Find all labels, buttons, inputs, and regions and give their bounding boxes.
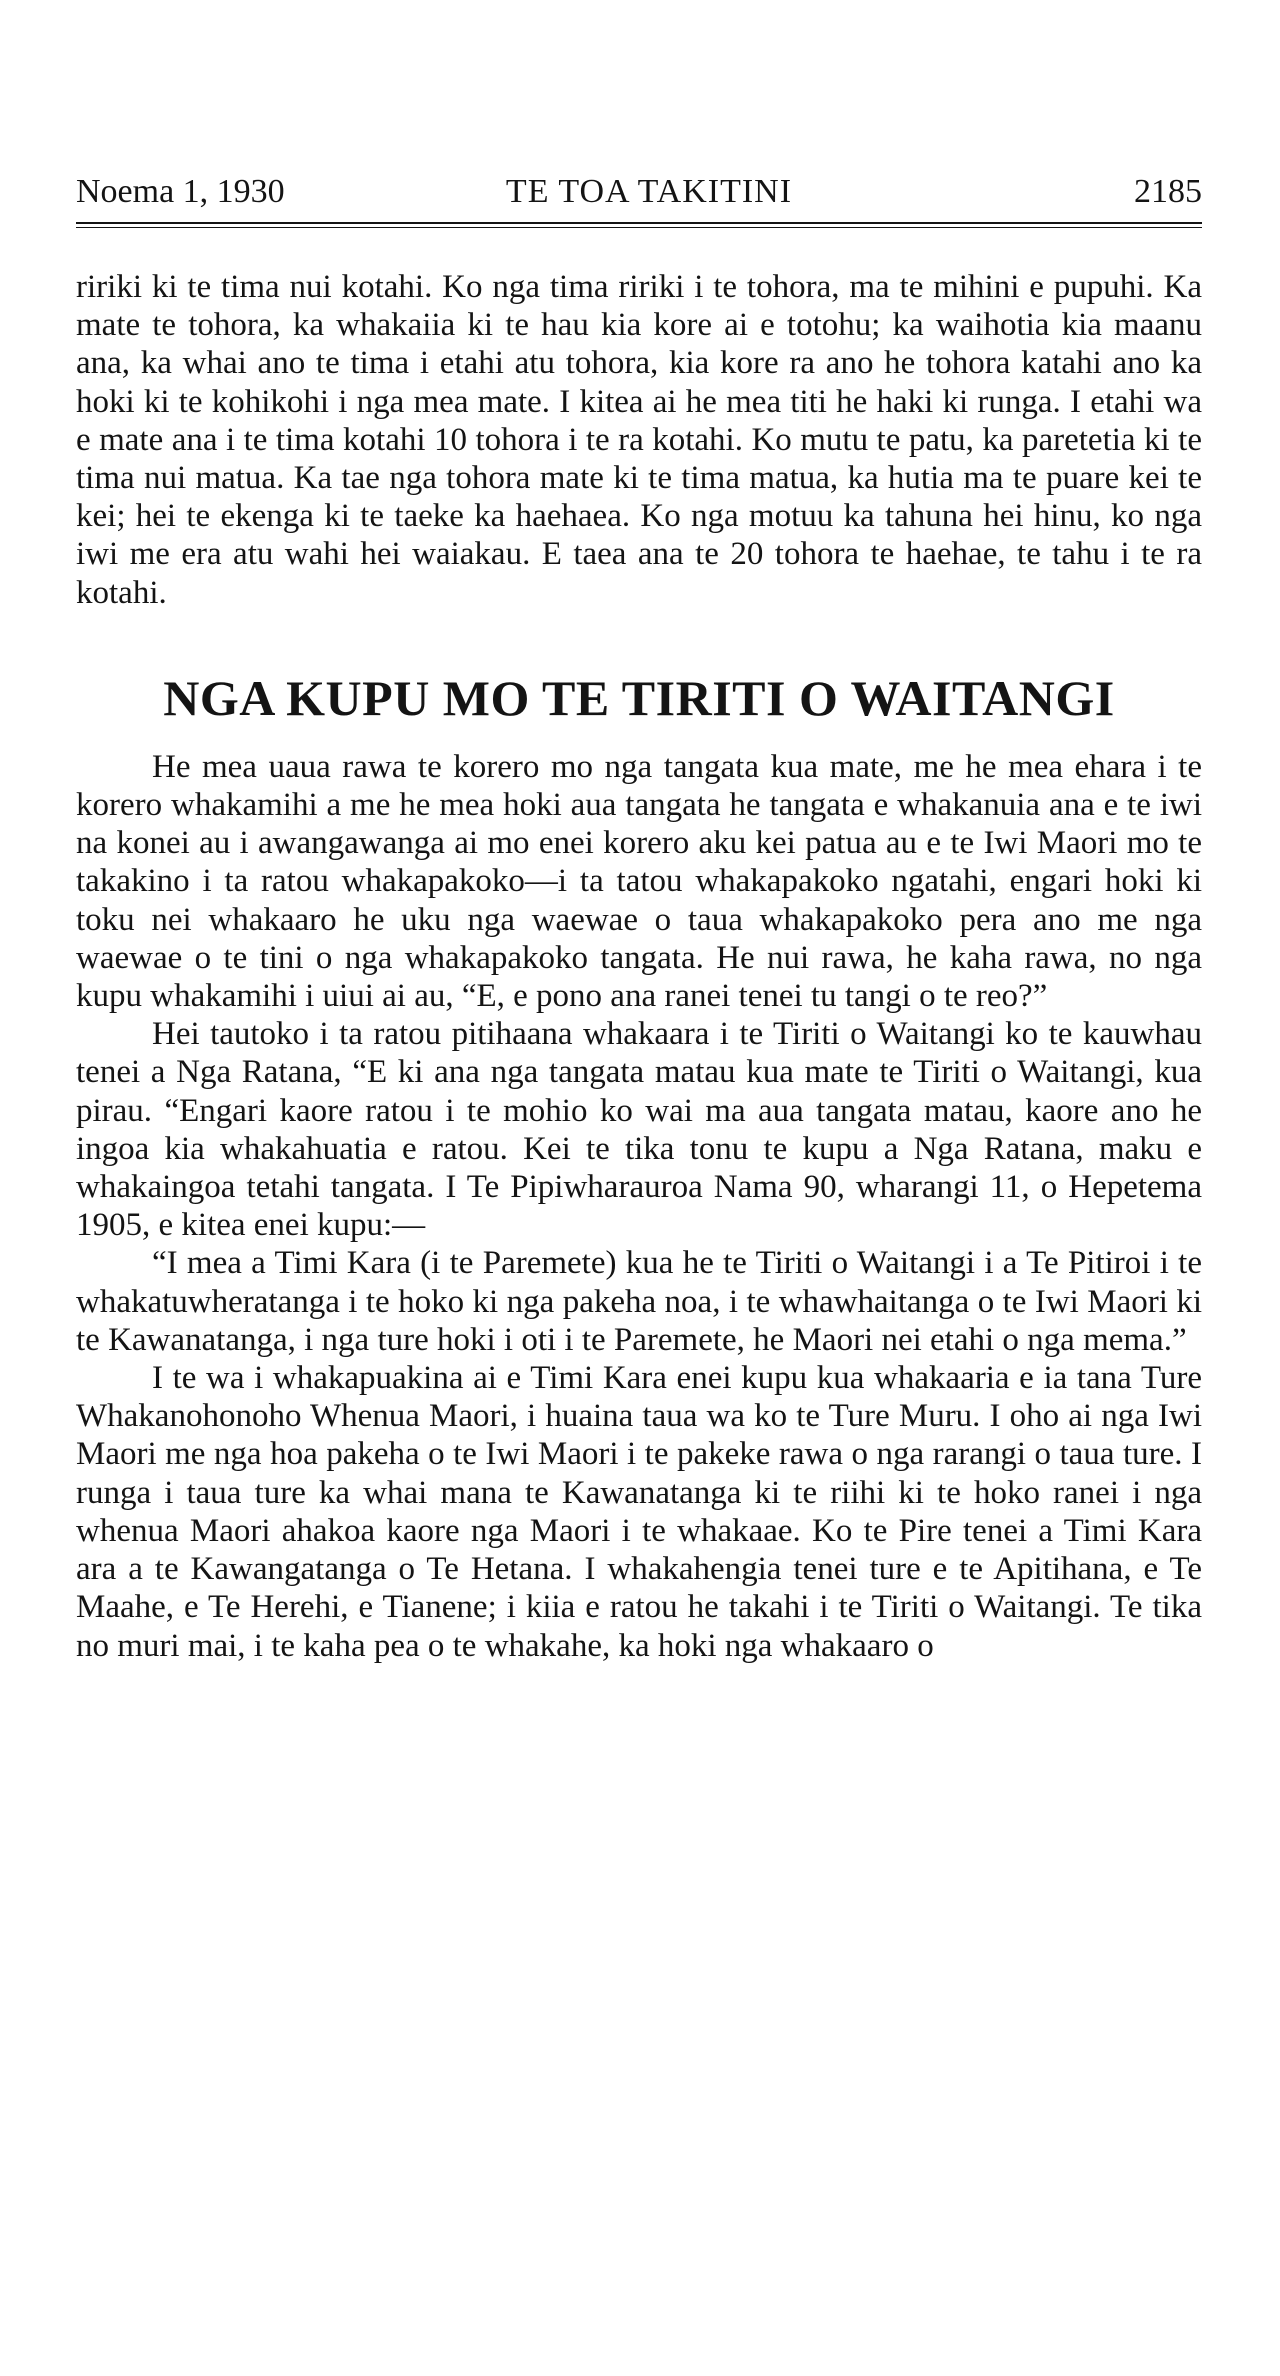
- header-rule: [76, 222, 1202, 228]
- paragraph: He mea uaua rawa te korero mo nga tangata kua mate, me he mea ehara i te korero whakamihi a me he mea hoki aua tangata he tangata e whakanuia ana e te iwi na konei au i awangawanga ai mo enei korero aku kei patua au e te Iwi Maori mo te takakino i ta ratou whakapakoko—i ta tatou whakapakoko ngatahi, engari hoki ki toku nei whakaaro he uku nga waewae o taua whakapakoko pera ano me nga waewae o te tini o nga whakapakoko tangata. He nui rawa, he kaha rawa, no nga kupu whakamihi i uiui ai au, “E, e pono ana ranei tenei tu tangi o te reo?”: [76, 748, 1202, 1015]
- section-heading: NGA KUPU MO TE TIRITI O WAITANGI: [163, 669, 1115, 726]
- paragraph-continued: ririki ki te tima nui kotahi. Ko nga tima ririki i te tohora, ma te mihini e pupuhi. Ka mate te tohora, ka whakaiia ki te hau kia kore ai e totohu; ka waihotia kia maanu ana, ka whai ano te tima i etahi atu tohora, kia kore ra ano he tohora katahi ano ka hoki ki te kohikohi i nga mea mate. I kitea ai he mea titi he haki ki runga. I etahi wa e mate ana i te tima kotahi 10 tohora i te ra kotahi. Ko mutu te patu, ka paretetia ki te tima nui matua. Ka tae nga tohora mate ki te tima matua, ka hutia ma te puare kei te kei; hei te ekenga ki te taeke ka haehaea. Ko nga motuu ka tahuna hei hinu, ko nga iwi me era atu wahi hei waiakau. E taea ana te 20 tohora te haehae, te tahu i te ra kotahi.: [76, 269, 1202, 611]
- text-column: [76, 268, 1202, 1665]
- running-head: [76, 166, 1202, 218]
- paragraph: I te wa i whakapuakina ai e Timi Kara enei kupu kua whakaaria e ia tana Ture Whakanohonoho Whenua Maori, i huaina taua wa ko te Ture Muru. I oho ai nga Iwi Maori me nga hoa pakeha o te Iwi Maori i te pakeke rawa o nga rarangi o taua ture. I runga i taua ture ka whai mana te Kawanatanga ki te riihi ki te hoko ranei i nga whenua Maori ahakoa kaore nga Maori i te whakaae. Ko te Pire tenei a Timi Kara ara a te Kawangatanga o Te Hetana. I whakahengia tenei ture e te Apitihana, e Te Maahe, e Te Herehi, e Tianene; i kiia e ratou he takahi i te Tiriti o Waitangi. Te tika no muri mai, i te kaha pea o te whakahe, ka hoki nga whakaaro o: [76, 1360, 1202, 1664]
- publication-title: TE TOA TAKITINI: [505, 173, 793, 210]
- paragraph: Hei tautoko i ta ratou pitihaana whakaara i te Tiriti o Waitangi ko te kauwhau tenei a Nga Ratana, “E ki ana nga tangata matau kua mate te Tiriti o Waitangi, kua pirau. “Engari kaore ratou i te mohio ko wai ma aua tangata matau, kaore ano he ingoa kia whakahuatia e ratou. Kei te tika tonu te kupu a Nga Ratana, maku e whakaingoa tetahi tangata. I Te Pipiwharauroa Nama 90, wharangi 11, o Hepetema 1905, e kitea enei kupu:—: [76, 1016, 1202, 1244]
- page-number: 2185: [1134, 173, 1202, 210]
- quotation-paragraph: “I mea a Timi Kara (i te Paremete) kua he te Tiriti o Waitangi i a Te Pitiroi i te whakatuwheratanga i te hoko ki nga pakeha noa, i te whawhaitanga o te Iwi Maori ki te Kawanatanga, i nga ture hoki i oti i te Paremete, he Maori nei etahi o nga mema.”: [76, 1245, 1202, 1358]
- document-page: [76, 166, 1202, 1665]
- issue-date: Noema 1, 1930: [76, 173, 285, 210]
